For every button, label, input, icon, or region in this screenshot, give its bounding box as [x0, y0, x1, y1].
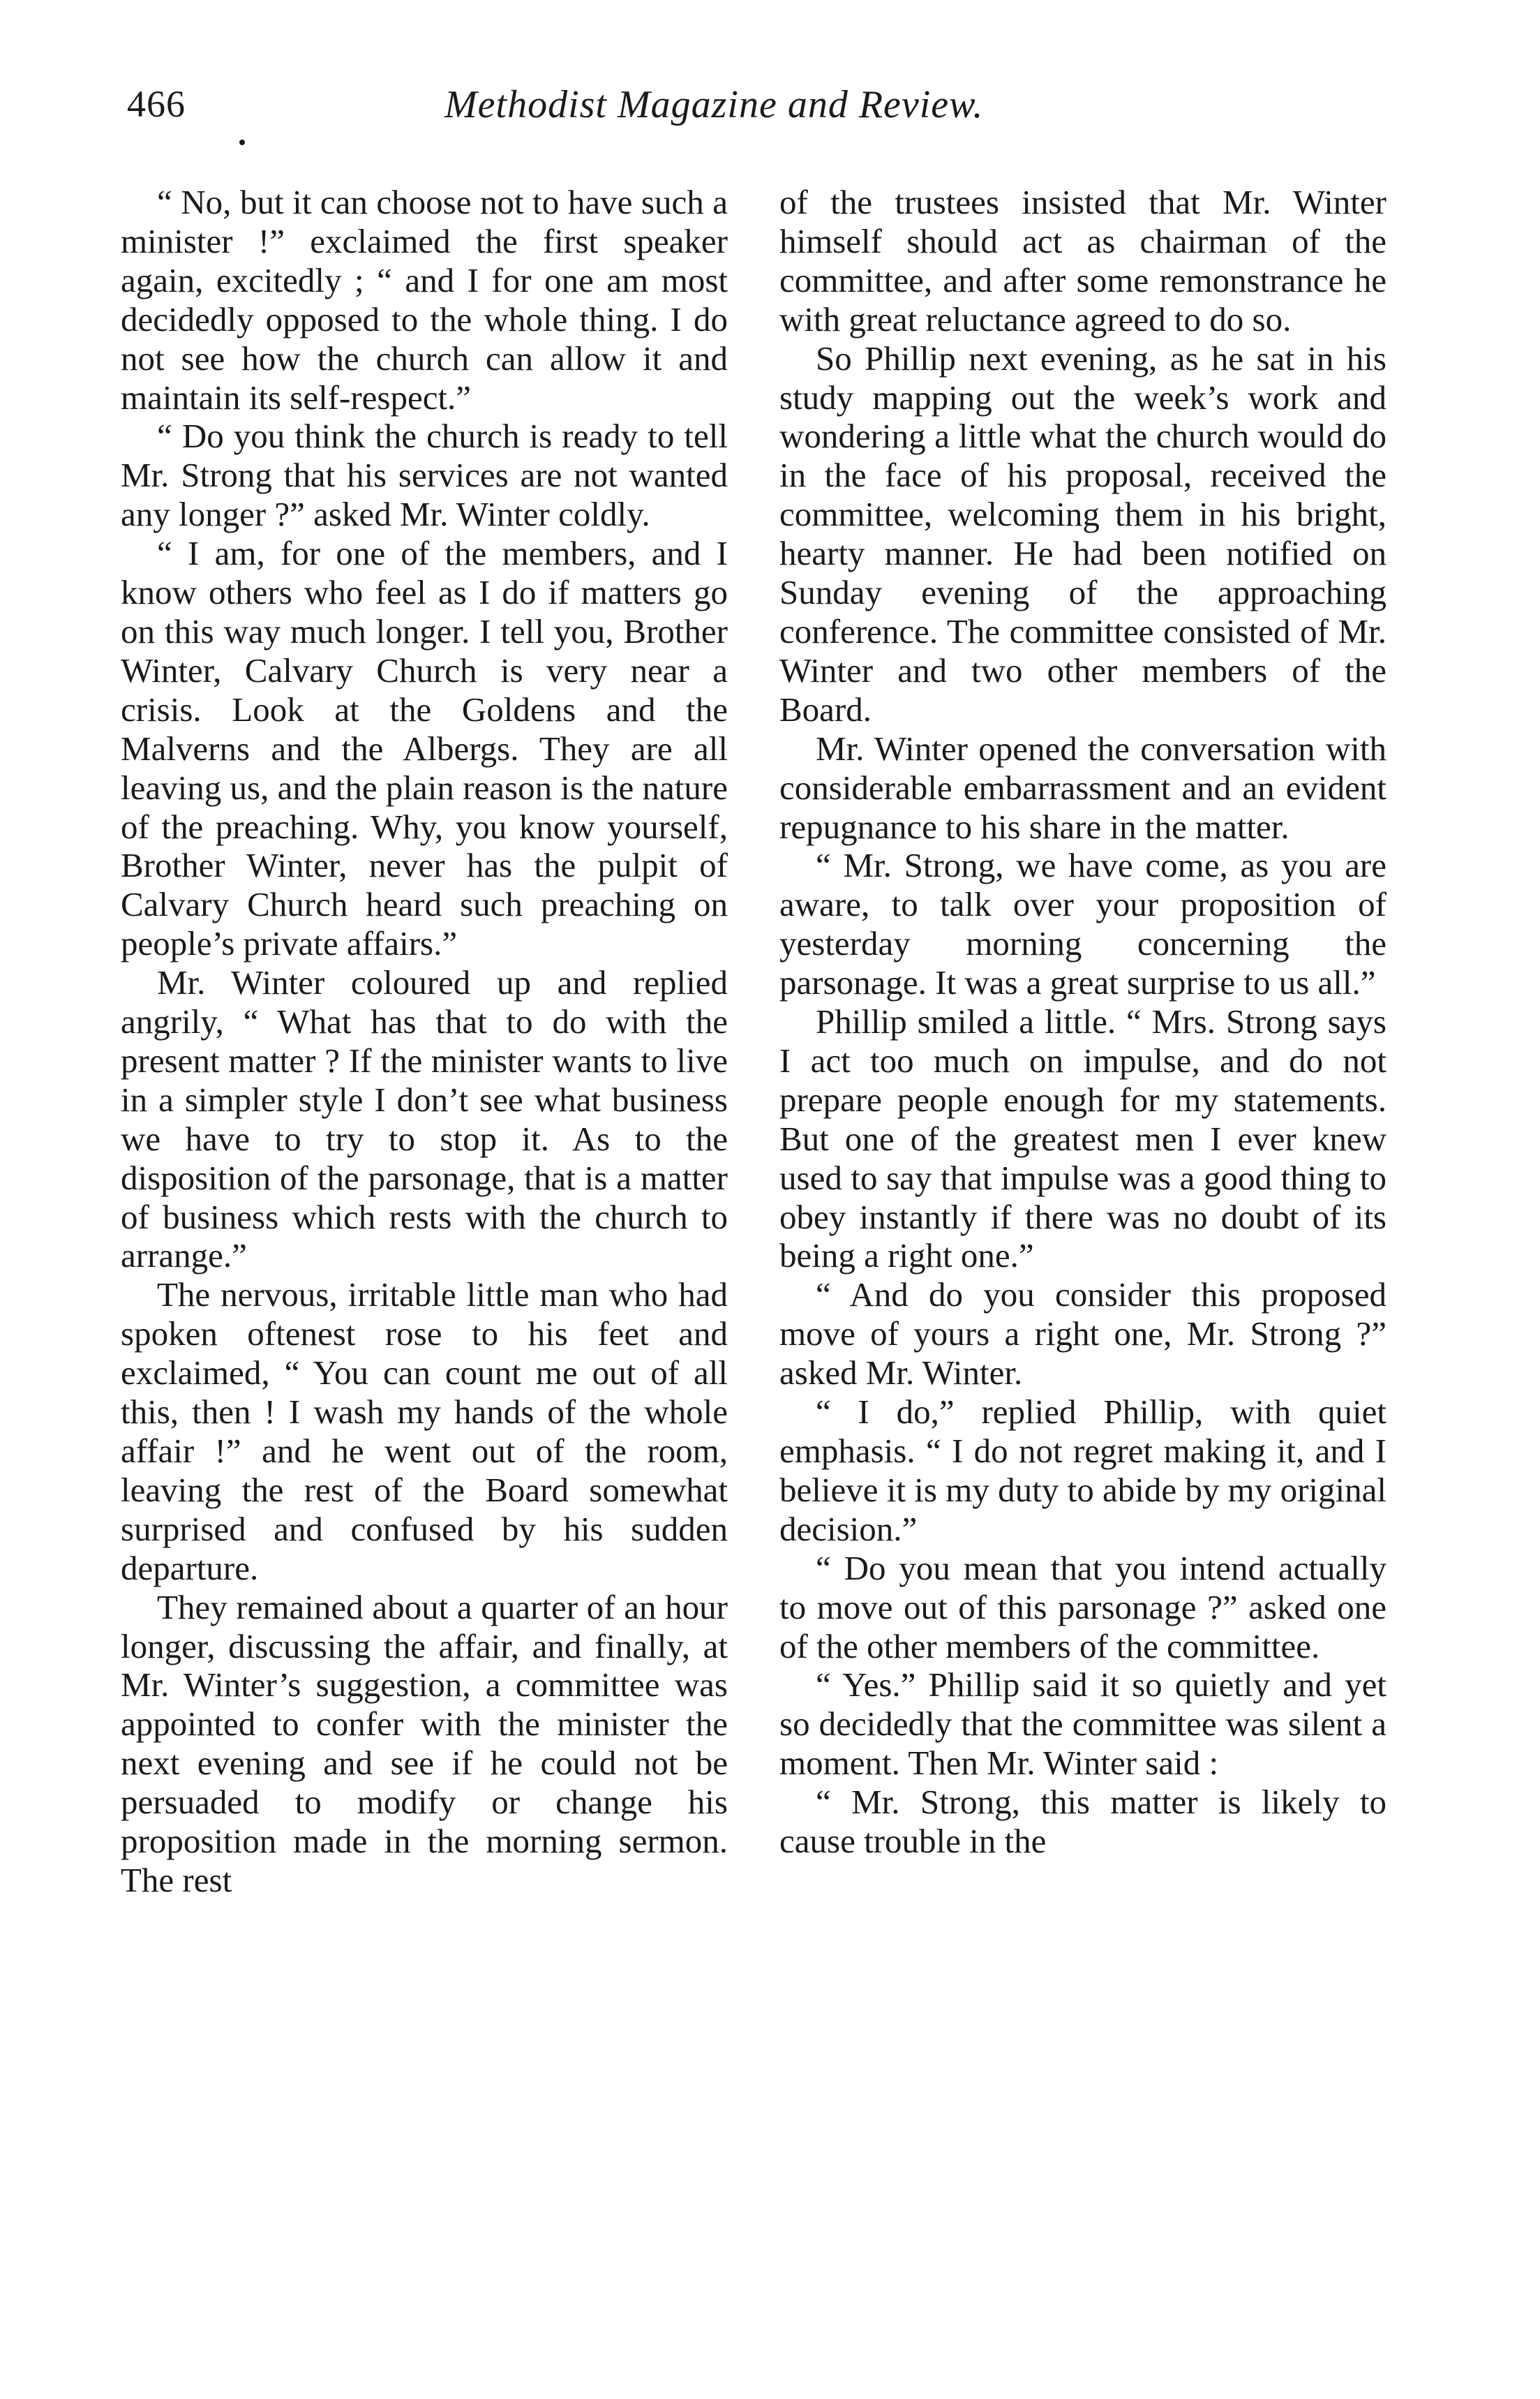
left-column — [121, 183, 728, 1900]
paragraph: “ I am, for one of the members, and I know others who feel as I do if matters go on this way much longer. I tell you, Brother Winter, Calvary Church is very near a crisis. Look at the Goldens and the Malverns and the Albergs. They are all leaving us, and the plain reason is the nature of the preaching. Why, you know yourself, Brother Winter, never has the pulpit of Calvary Church heard such preaching on people’s private affairs.” — [121, 534, 728, 963]
page-header — [127, 82, 1383, 145]
paragraph: “ Yes.” Phillip said it so quietly and yet so decidedly that the committee was silent a moment. Then Mr. Winter said : — [779, 1665, 1386, 1783]
paragraph: So Phillip next evening, as he sat in his study mapping out the week’s work and wondering a little what the church would do in the face of his proposal, received the committee, welcoming them in his bright, hearty manner. He had been notified on Sunday evening of the approaching conference. The committee consisted of Mr. Winter and two other members of the Board. — [779, 339, 1386, 729]
paragraph: “ No, but it can choose not to have such a minister !” exclaimed the first speaker again, excitedly ; “ and I for one am most decidedly opposed to the whole thing. I do not see how the church can allow it and maintain its self-respect.” — [121, 183, 728, 417]
paragraph: “ Do you think the church is ready to tell Mr. Strong that his services are not wanted any longer ?” asked Mr. Winter coldly. — [121, 417, 728, 534]
print-speck — [239, 140, 245, 145]
paragraph: Mr. Winter opened the conversation with considerable embarrassment and an evident repugnance to his share in the matter. — [779, 729, 1386, 846]
paragraph: “ Mr. Strong, we have come, as you are aware, to talk over your proposition of yesterday morning concerning the parsonage. It was a great surprise to us all.” — [779, 846, 1386, 1002]
right-column — [779, 183, 1386, 1861]
paragraph: “ Do you mean that you intend actually to move out of this parsonage ?” asked one of the other members of the committee. — [779, 1548, 1386, 1665]
paragraph: “ Mr. Strong, this matter is likely to cause trouble in the — [779, 1783, 1386, 1861]
paragraph-continued: of the trustees insisted that Mr. Winter himself should act as chairman of the committee, and after some remonstrance he with great reluctance agreed to do so. — [779, 183, 1386, 339]
paragraph: They remained about a quarter of an hour longer, discussing the affair, and finally, at Mr. Winter’s suggestion, a committee was appointed to confer with the minister the next evening and see if he could not be persuaded to modify or change his proposition made in the morning sermon. The rest — [121, 1587, 728, 1899]
paragraph: Phillip smiled a little. “ Mrs. Strong says I act too much on impulse, and do not prepare people enough for my statements. But one of the greatest men I ever knew used to say that impulse was a good thing to obey instantly if there was no doubt of its being a right one.” — [779, 1002, 1386, 1275]
page-number: 466 — [127, 83, 186, 125]
paragraph: Mr. Winter coloured up and replied angrily, “ What has that to do with the present matter ? If the minister wants to live in a simpler style I don’t see what business we have to try to stop it. As to the disposition of the parsonage, that is a matter of business which rests with the church to arrange.” — [121, 963, 728, 1275]
running-title: Methodist Magazine and Review. — [444, 83, 984, 126]
paragraph: “ And do you consider this proposed move of yours a right one, Mr. Strong ?” asked Mr. Winter. — [779, 1275, 1386, 1392]
paragraph: “ I do,” replied Phillip, with quiet emphasis. “ I do not regret making it, and I believe it is my duty to abide by my original decision.” — [779, 1392, 1386, 1548]
paragraph: The nervous, irritable little man who had spoken oftenest rose to his feet and exclaimed, “ You can count me out of all this, then ! I wash my hands of the whole affair !” and he went out of the room, leaving the rest of the Board somewhat surprised and confused by his sudden departure. — [121, 1275, 728, 1587]
